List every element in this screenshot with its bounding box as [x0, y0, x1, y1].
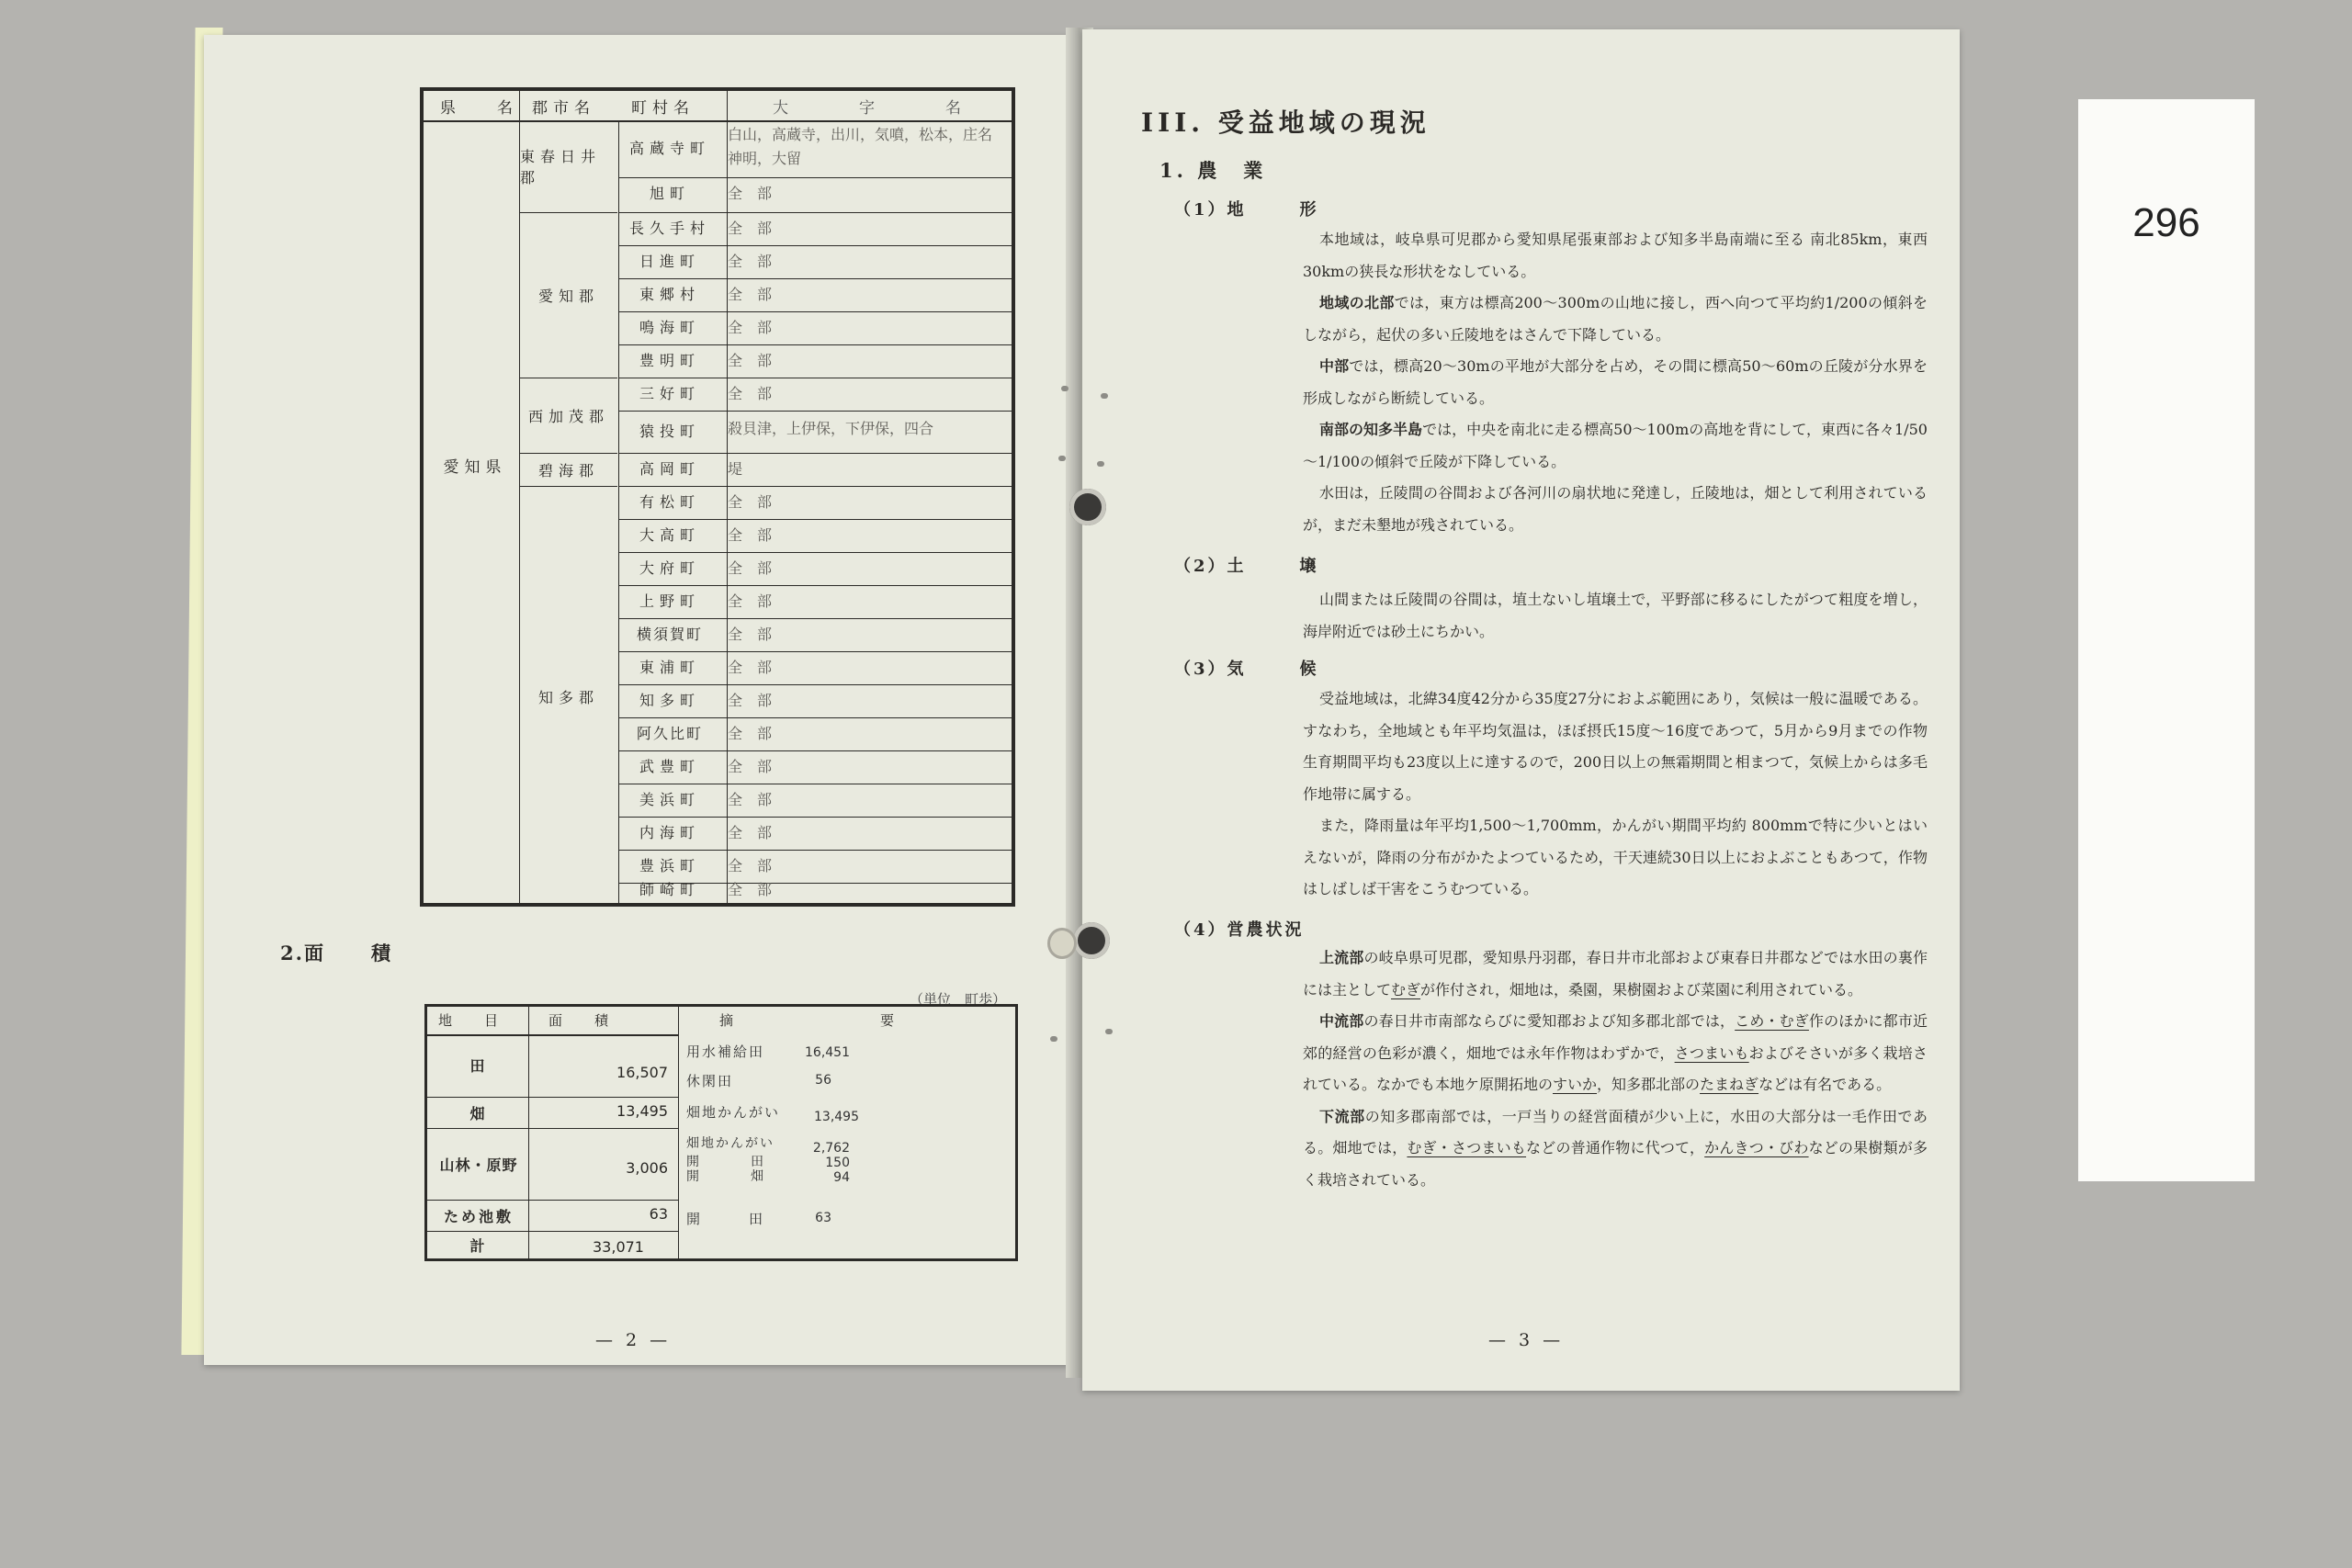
- district-table-header: [424, 91, 1012, 122]
- item-label: 壌: [1299, 557, 1319, 576]
- district-chita: 知多郡: [537, 688, 599, 706]
- text-run: などの普通作物に代つて，: [1526, 1139, 1705, 1156]
- town-name: 有松町: [639, 493, 700, 511]
- bold-term: 地域の北部: [1319, 294, 1395, 311]
- table-row: [619, 453, 1012, 487]
- oaza-names: 全部: [728, 659, 787, 676]
- bold-term: 中部: [1319, 357, 1350, 375]
- text-run: では，中央を南北に走る標高50～100mの高地を背にして，東西に各々1/50～1/100の傾斜で丘陵が下降している。: [1303, 421, 1928, 470]
- land-category: 山林・原野: [439, 1156, 518, 1174]
- town-name: 知多町: [639, 692, 700, 709]
- summary-label: 畑地かんがい: [686, 1104, 781, 1121]
- text-line: [1303, 414, 1928, 478]
- table-row: [619, 750, 1012, 784]
- oaza-names: 全部: [728, 253, 787, 270]
- item-label: （2）土: [1174, 557, 1247, 576]
- oaza-names: 全部: [728, 692, 787, 709]
- town-name: 武豊町: [639, 758, 700, 775]
- oaza-names: 全部: [728, 559, 787, 577]
- unit-note: （単位 町歩）: [910, 991, 1007, 1008]
- section-heading: 1. 農 業: [1159, 159, 1267, 182]
- town-name: 内海町: [639, 824, 700, 841]
- land-category: ため池敷: [443, 1208, 514, 1225]
- oaza-names: 全部: [728, 319, 787, 336]
- summary-value: 2,762: [812, 1141, 850, 1156]
- table-row: [427, 1200, 678, 1232]
- town-name: 東浦町: [639, 659, 700, 676]
- summary-value: 13,495: [814, 1110, 859, 1124]
- section-title-part: 積: [370, 942, 392, 964]
- area-value: 3,006: [626, 1159, 668, 1177]
- item-heading-topography: [1174, 197, 1319, 220]
- oaza-names: 全部: [728, 857, 787, 874]
- town-name: 阿久比町: [636, 725, 703, 742]
- area-value: 33,071: [593, 1238, 644, 1256]
- town-name: 美浜町: [639, 791, 700, 808]
- binding-speck: [1105, 1029, 1113, 1034]
- oaza-names: 全部: [728, 758, 787, 775]
- table-row: [619, 874, 1012, 907]
- area-value: 16,507: [616, 1064, 668, 1081]
- text-line: 受益地域は，北緯34度42分から35度27分におよぶ範囲にあり，気候は一般に温暖である。すなわち，全地域とも年平均気温は，ほぼ摂氏15度～16度であつて，5月から9月までの作物生育期間平均も23度以上に達するので，200日以上の無霜期間と相まつて，気候上からは多毛作地帯に属する。: [1303, 690, 1928, 803]
- table-row: [619, 177, 1012, 213]
- binding-speck: [1050, 1036, 1057, 1042]
- area-table-header: [427, 1007, 1015, 1034]
- area-table: [424, 1004, 1018, 1261]
- chapter-heading: III. 受益地域の現況: [1141, 107, 1430, 138]
- page-number-right: — 3 —: [1488, 1330, 1565, 1350]
- prefecture-label: 愛知県: [443, 458, 507, 477]
- item-label: （1）地: [1174, 200, 1247, 220]
- district-aichi: 愛知郡: [520, 212, 617, 378]
- land-category: 計: [469, 1237, 488, 1255]
- oaza-names: 神明，大留: [728, 150, 802, 167]
- header-land: 地 目: [438, 1012, 508, 1029]
- summary-value: 63: [815, 1211, 831, 1225]
- item-label: （3）気: [1174, 660, 1247, 679]
- underlined-term: すいか: [1553, 1076, 1598, 1093]
- text-run: の岐阜県可児郡，愛知県丹羽郡，春日井市北部および東春日井郡などでは水田の裏作には主として: [1303, 949, 1928, 998]
- text-line: [1303, 1006, 1928, 1101]
- binding-speck: [1101, 393, 1108, 399]
- town-name: 東郷村: [639, 286, 700, 303]
- underlined-term: むぎ: [1391, 980, 1421, 998]
- text-line: また，降雨量は年平均1,500～1,700mm，かんがい期間平均約 800mmで特に少いとはいえないが，降雨の分布がかたよつているため，干天連続30日以上におよぶこともあつて，作物はしばしば干害をこうむつている。: [1303, 817, 1928, 897]
- table-row: [619, 378, 1012, 412]
- town-name: 高岡町: [639, 460, 700, 478]
- table-row: [619, 717, 1012, 751]
- table-row: [619, 618, 1012, 652]
- text-line: [1303, 1101, 1928, 1197]
- town-name: 豊明町: [639, 352, 700, 369]
- oaza-names: 全部: [728, 286, 787, 303]
- paragraph-topography: [1303, 224, 1928, 541]
- summary-value: 94: [833, 1170, 850, 1185]
- header-town: 町村名: [631, 99, 695, 118]
- underlined-term: こめ・むぎ: [1735, 1012, 1809, 1030]
- oaza-names: 全部: [728, 493, 787, 511]
- summary-label: 畑地かんがい: [686, 1136, 775, 1151]
- paragraph-climate: [1303, 683, 1928, 906]
- text-run: などは有名である。: [1758, 1076, 1892, 1093]
- town-name: 三好町: [639, 385, 700, 402]
- oaza-names: 全部: [728, 791, 787, 808]
- catalog-tag: [2078, 99, 2255, 1181]
- paragraph-farming: [1303, 942, 1928, 1196]
- table-row: [619, 585, 1012, 619]
- summary-value: 16,451: [805, 1045, 850, 1060]
- summary-value: 56: [815, 1073, 831, 1088]
- town-name: 旭町: [649, 185, 690, 202]
- town-name: 師崎町: [639, 881, 700, 898]
- underlined-term: たまねぎ: [1700, 1076, 1759, 1093]
- paragraph-soil: [1303, 584, 1928, 648]
- binding-hole-torn: [1047, 928, 1077, 959]
- text-run: では，東方は標高200～300mの山地に接し，西へ向つて平均約1/200の傾斜をしながら，起伏の多い丘陵地をはさんで下降している。: [1303, 294, 1928, 344]
- item-heading-climate: [1174, 656, 1319, 680]
- district-nishikamo: 西加茂郡: [520, 378, 617, 454]
- town-name: 猿投町: [639, 423, 700, 440]
- town-name: 豊浜町: [639, 857, 700, 874]
- table-row: [427, 1097, 678, 1129]
- text-run: などの果樹類が多く栽培されている。: [1303, 1139, 1928, 1189]
- table-row: [619, 212, 1012, 246]
- table-row: [619, 817, 1012, 851]
- table-row: [619, 784, 1012, 818]
- town-name: 横須賀町: [636, 626, 703, 643]
- table-row: [619, 120, 1012, 178]
- table-row: [427, 1128, 678, 1201]
- district-higashikasugai: 東春日井郡: [520, 120, 617, 213]
- text-run: が作付され，畑地は，桑園，果樹園および菜園に利用されている。: [1420, 980, 1862, 998]
- bold-term: 南部の知多半島: [1319, 421, 1423, 438]
- binding-speck: [1058, 456, 1066, 461]
- binding-speck: [1061, 386, 1069, 391]
- text-run: 作のほかに都市近郊的経営の色彩が濃く，畑地では永年作物はわずかで，: [1303, 1012, 1928, 1062]
- bold-term: 中流部: [1319, 1012, 1364, 1030]
- oaza-names: 全部: [728, 385, 787, 402]
- table-row: [619, 651, 1012, 685]
- table-row: [619, 684, 1012, 718]
- item-heading-soil: [1174, 553, 1319, 577]
- oaza-names: 殺貝津，上伊保，下伊保，四合: [728, 420, 934, 437]
- table-row: [619, 411, 1012, 454]
- table-row: [427, 1231, 678, 1258]
- oaza-names: 全部: [728, 220, 787, 237]
- text-line: [1303, 351, 1928, 414]
- oaza-names: 全部: [728, 185, 787, 202]
- page-number-left: — 2 —: [595, 1330, 672, 1350]
- underlined-term: さつまいも: [1674, 1043, 1749, 1062]
- oaza-names: 全部: [728, 824, 787, 841]
- table-row: [619, 311, 1012, 345]
- table-row: [619, 552, 1012, 586]
- text-line: 本地域は，岐阜県可児郡から愛知県尾張東部および知多半島南端に至る 南北85km，東西30kmの狭長な形状をなしている。: [1303, 231, 1928, 280]
- bold-term: 上流部: [1319, 949, 1364, 966]
- oaza-names: 堤: [728, 460, 743, 478]
- text-run: およびそさいが多く栽培されている。なかでも本地ケ原開拓地の: [1303, 1043, 1928, 1093]
- text-line: [1303, 942, 1928, 1006]
- text-line: 山間または丘陵間の谷間は，埴土ないし埴壌土で，平野部に移るにしたがつて粗度を増し，海岸附近では砂土にちかい。: [1303, 591, 1928, 640]
- oaza-names: 全部: [728, 725, 787, 742]
- table-row: [427, 1034, 678, 1098]
- land-category: 畑: [469, 1105, 488, 1122]
- town-name: 大高町: [639, 526, 700, 544]
- area-value: 63: [649, 1205, 668, 1223]
- land-category: 田: [469, 1057, 488, 1075]
- section-area-heading: [280, 939, 392, 966]
- town-name: 鳴海町: [639, 319, 700, 336]
- header-district: 郡市名: [532, 99, 595, 118]
- oaza-names: 全部: [728, 626, 787, 643]
- text-run: ，知多郡北部の: [1597, 1076, 1701, 1093]
- catalog-number: 296: [2132, 200, 2200, 245]
- table-row: [619, 486, 1012, 520]
- section-title-part: 面: [303, 942, 325, 964]
- binding-hole: [1073, 922, 1110, 959]
- oaza-names: 全部: [728, 526, 787, 544]
- area-value: 13,495: [616, 1102, 668, 1120]
- text-line: [1303, 288, 1928, 351]
- header-oaza: 大 字 名: [773, 99, 989, 118]
- district-hekikai: 碧海郡: [520, 453, 617, 487]
- town-name: 上野町: [639, 592, 700, 610]
- text-line: 水田は，丘陵間の谷間および各河川の扇状地に発達し，丘陵地は，畑として利用されているが，まだ未墾地が残されている。: [1303, 484, 1928, 534]
- item-label: （4）営農状況: [1174, 920, 1305, 940]
- binding-hole: [1069, 489, 1106, 525]
- town-name: 高蔵寺町: [628, 140, 710, 157]
- item-label: 候: [1299, 660, 1319, 679]
- summary-label: 休閑田: [686, 1073, 734, 1089]
- oaza-names: 全部: [728, 352, 787, 369]
- summary-label: 用水補給田: [686, 1043, 765, 1060]
- summary-value: 150: [825, 1156, 850, 1170]
- section-number: 2.: [280, 942, 304, 964]
- oaza-names: 全部: [728, 881, 787, 898]
- table-row: [619, 344, 1012, 378]
- text-run: の春日井市南部ならびに愛知郡および知多郡北部では，: [1363, 1012, 1736, 1030]
- district-table: [420, 87, 1015, 907]
- header-prefecture: 県 名: [440, 99, 526, 118]
- underlined-term: むぎ・さつまいも: [1407, 1139, 1527, 1156]
- summary-label: 開 田: [686, 1211, 765, 1227]
- header-area: 面 積: [548, 1012, 618, 1029]
- table-rule: [678, 1007, 679, 1258]
- binding-speck: [1097, 461, 1104, 467]
- item-heading-farming: [1174, 917, 1305, 941]
- summary-label: 開 畑: [686, 1169, 763, 1184]
- table-row: [619, 278, 1012, 312]
- table-row: [619, 245, 1012, 279]
- underlined-term: かんきつ・びわ: [1704, 1139, 1809, 1156]
- table-row: [619, 519, 1012, 553]
- oaza-names: 全部: [728, 592, 787, 610]
- town-name: 大府町: [639, 559, 700, 577]
- town-name: 長久手村: [628, 220, 710, 237]
- town-name: 日進町: [639, 253, 700, 270]
- oaza-names: 白山，高蔵寺，出川，気噴，松本，庄名: [728, 126, 993, 143]
- header-summary: 摘 要: [719, 1012, 904, 1029]
- item-label: 形: [1299, 200, 1319, 220]
- text-run: の知多郡南部では，一戸当りの経営面積が少い上に，水田の大部分は一毛作田である。畑地では，: [1303, 1107, 1928, 1156]
- summary-label: 開 田: [686, 1155, 763, 1169]
- text-run: では，標高20～30mの平地が大部分を占め，その間に標高50～60mの丘陵が分水界を形成しながら断続している。: [1303, 357, 1928, 407]
- bold-term: 下流部: [1319, 1107, 1365, 1125]
